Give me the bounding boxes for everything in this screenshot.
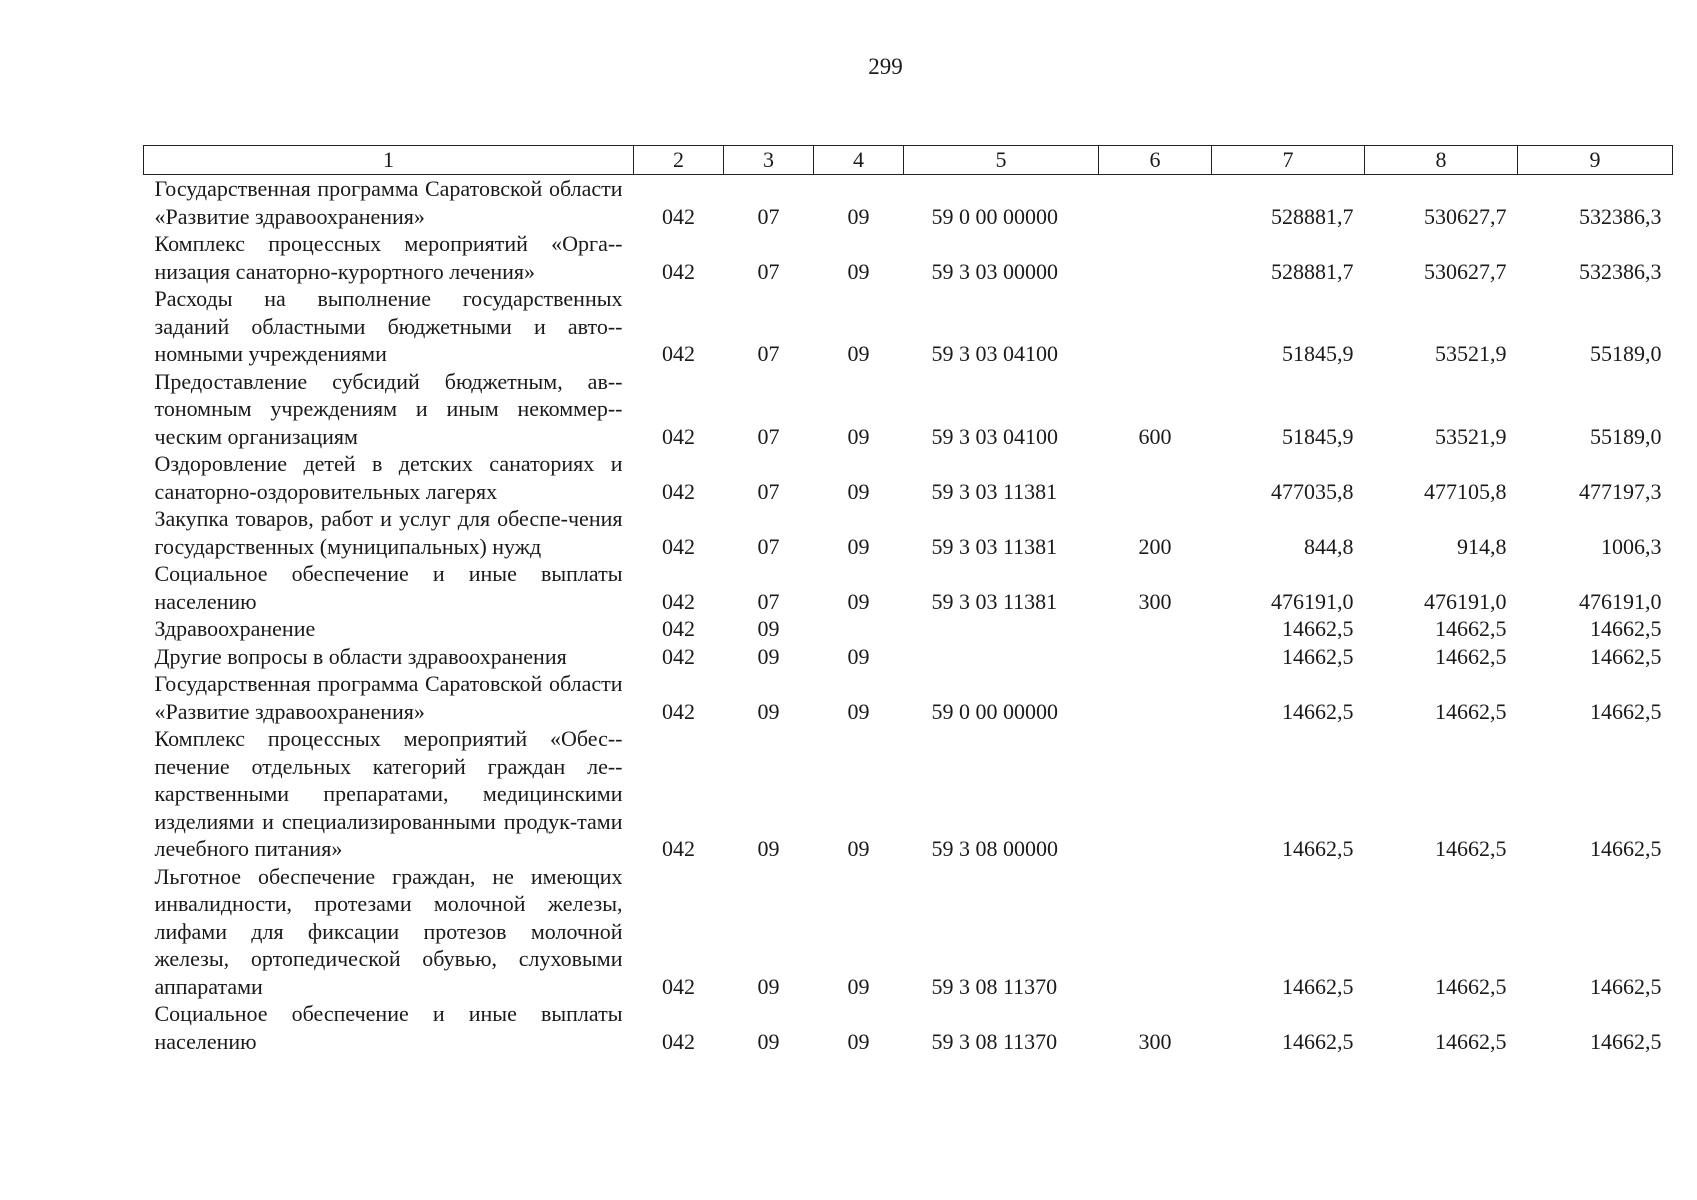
column-header-9: 9 <box>1518 146 1673 175</box>
col-3-value: 09 <box>757 1028 780 1054</box>
col-5-value: 59 3 03 11381 <box>931 533 1058 559</box>
column-header-5: 5 <box>904 146 1099 175</box>
table-row <box>144 560 1673 615</box>
col-2-value: 042 <box>662 423 695 449</box>
table-row <box>144 175 1673 231</box>
col-3-value: 07 <box>757 341 780 366</box>
table-row <box>144 368 1673 451</box>
col-6-value <box>1099 643 1212 671</box>
col-8-value: 14662,5 <box>1435 698 1507 724</box>
col-3-value: 07 <box>757 423 780 449</box>
col-9-value: 14662,5 <box>1590 973 1662 999</box>
col-8-value: 530627,7 <box>1424 203 1507 229</box>
col-8-value: 14662,5 <box>1435 643 1507 669</box>
col-4-value: 09 <box>847 478 870 504</box>
col-6-value <box>1099 615 1212 643</box>
col-3-value: 07 <box>757 258 780 284</box>
col-5-value <box>904 615 1099 643</box>
row-name: Расходы на выполнение государственных заданий областными бюджетными и авто-номными учреждениями <box>154 286 623 366</box>
col-9-value: 14662,5 <box>1590 698 1662 724</box>
col-5-value: 59 0 00 00000 <box>931 203 1058 229</box>
col-6-value: 600 <box>1138 423 1172 449</box>
table-body <box>144 175 1673 1056</box>
row-name: Государственная программа Саратовской области «Развитие здравоохранения» <box>154 671 623 724</box>
col-7-value: 51845,9 <box>1282 341 1354 366</box>
col-5-value: 59 3 03 11381 <box>931 588 1058 614</box>
col-9-value: 14662,5 <box>1590 643 1662 669</box>
row-name: Другие вопросы в области здравоохранения <box>154 643 567 669</box>
col-6-value: 300 <box>1138 588 1172 614</box>
col-7-value: 14662,5 <box>1282 698 1354 724</box>
col-4-value: 09 <box>847 836 870 861</box>
col-3-value: 07 <box>757 478 780 504</box>
col-8-value: 53521,9 <box>1435 423 1507 449</box>
col-2-value: 042 <box>662 973 695 999</box>
col-9-value: 14662,5 <box>1590 616 1662 641</box>
col-8-value: 14662,5 <box>1435 616 1507 641</box>
col-2-value: 042 <box>662 698 695 724</box>
col-2-value: 042 <box>662 836 695 861</box>
col-9-value: 55189,0 <box>1590 341 1662 366</box>
table-row <box>144 643 1673 671</box>
col-3-value: 07 <box>757 588 780 614</box>
col-4-value: 09 <box>847 423 870 449</box>
row-name: Льготное обеспечение граждан, не имеющих инвалидности, протезами молочной железы, лифами для фиксации протезов молочной железы, ортопедической обувью, слуховыми аппаратами <box>154 863 623 999</box>
row-name: Закупка товаров, работ и услуг для обеспе-чения государственных (муниципальных) нужд <box>154 506 623 559</box>
col-3-value: 09 <box>757 836 780 861</box>
column-header-6: 6 <box>1099 146 1212 175</box>
col-6-value: 200 <box>1138 533 1172 559</box>
col-3-value: 07 <box>757 203 780 229</box>
col-9-value: 532386,3 <box>1579 203 1662 229</box>
col-8-value: 914,8 <box>1457 533 1507 559</box>
col-2-value: 042 <box>662 588 695 614</box>
col-4-value: 09 <box>847 643 870 669</box>
col-2-value: 042 <box>662 203 695 229</box>
row-name: Предоставление субсидий бюджетным, ав-тономным учреждениям и иным некоммер-ческим организациям <box>154 368 623 449</box>
row-name: Оздоровление детей в детских санаториях и санаторно-оздоровительных лагерях <box>154 451 623 504</box>
col-5-value: 59 3 03 00000 <box>931 258 1058 284</box>
col-5-value: 59 3 08 00000 <box>931 836 1058 861</box>
col-3-value: 07 <box>757 533 780 559</box>
col-3-value: 09 <box>757 698 780 724</box>
col-4-value: 09 <box>847 588 870 614</box>
col-4-value: 09 <box>847 533 870 559</box>
col-5-value: 59 0 00 00000 <box>931 698 1058 724</box>
col-4-value: 09 <box>847 341 870 366</box>
table-row <box>144 1000 1673 1055</box>
col-9-value: 532386,3 <box>1579 258 1662 284</box>
col-8-value: 477105,8 <box>1424 478 1507 504</box>
col-7-value: 51845,9 <box>1282 423 1354 449</box>
row-name: Комплекс процессных мероприятий «Орга-низация санаторно-курортного лечения» <box>154 231 623 284</box>
col-3-value: 09 <box>757 973 780 999</box>
col-5-value: 59 3 08 11370 <box>931 973 1058 999</box>
row-name: Здравоохранение <box>154 616 316 641</box>
col-5-value: 59 3 03 04100 <box>931 341 1058 366</box>
table-row <box>144 725 1673 863</box>
table-row <box>144 505 1673 560</box>
col-7-value: 14662,5 <box>1282 973 1354 999</box>
col-6-value <box>1099 175 1212 231</box>
col-8-value: 476191,0 <box>1424 588 1507 614</box>
col-9-value: 55189,0 <box>1590 423 1662 449</box>
column-header-2: 2 <box>634 146 724 175</box>
col-3-value: 09 <box>757 616 780 641</box>
column-header-8: 8 <box>1365 146 1518 175</box>
col-5-value <box>904 643 1099 671</box>
column-header-1: 1 <box>144 146 634 175</box>
page-number: 299 <box>868 54 903 79</box>
col-4-value: 09 <box>847 698 870 724</box>
table-row <box>144 230 1673 285</box>
col-6-value: 300 <box>1138 1028 1172 1054</box>
col-4-value: 09 <box>847 203 870 229</box>
col-8-value: 530627,7 <box>1424 258 1507 284</box>
col-7-value: 528881,7 <box>1271 203 1354 229</box>
col-8-value: 14662,5 <box>1435 836 1507 861</box>
col-2-value: 042 <box>662 1028 695 1054</box>
header-row <box>144 146 1673 175</box>
table-row <box>144 615 1673 643</box>
col-7-value: 14662,5 <box>1282 616 1354 641</box>
column-header-7: 7 <box>1212 146 1365 175</box>
column-header-3: 3 <box>724 146 814 175</box>
col-9-value: 476191,0 <box>1579 588 1662 614</box>
table-row <box>144 285 1673 368</box>
col-5-value: 59 3 08 11370 <box>931 1028 1058 1054</box>
col-6-value <box>1099 725 1212 863</box>
row-name: Социальное обеспечение и иные выплаты населению <box>154 561 623 614</box>
col-3-value: 09 <box>757 643 780 669</box>
row-name: Государственная программа Саратовской области «Развитие здравоохранения» <box>154 176 623 229</box>
table-row <box>144 450 1673 505</box>
col-4-value: 09 <box>847 973 870 999</box>
col-8-value: 53521,9 <box>1435 341 1507 366</box>
col-2-value: 042 <box>662 341 695 366</box>
col-7-value: 477035,8 <box>1271 478 1354 504</box>
col-7-value: 14662,5 <box>1282 836 1354 861</box>
col-6-value <box>1099 230 1212 285</box>
col-2-value: 042 <box>662 258 695 284</box>
col-5-value: 59 3 03 11381 <box>931 478 1058 504</box>
col-7-value: 476191,0 <box>1271 588 1354 614</box>
col-6-value <box>1099 285 1212 368</box>
col-9-value: 14662,5 <box>1590 1028 1662 1054</box>
col-8-value: 14662,5 <box>1435 1028 1507 1054</box>
col-2-value: 042 <box>662 643 695 669</box>
col-9-value: 1006,3 <box>1601 533 1662 559</box>
col-4-value: 09 <box>847 1028 870 1054</box>
col-2-value: 042 <box>662 616 695 641</box>
table-header <box>144 146 1673 175</box>
col-7-value: 844,8 <box>1304 533 1354 559</box>
col-2-value: 042 <box>662 533 695 559</box>
row-name: Комплекс процессных мероприятий «Обес-печение отдельных категорий граждан ле-карственными препаратами, медицинскими изделиями и специализированными продук-тами лечебного питания» <box>154 726 623 861</box>
col-8-value: 14662,5 <box>1435 973 1507 999</box>
row-name: Социальное обеспечение и иные выплаты населению <box>154 1001 623 1054</box>
table-row <box>144 863 1673 1001</box>
col-5-value: 59 3 03 04100 <box>931 423 1058 449</box>
col-6-value <box>1099 670 1212 725</box>
col-9-value: 477197,3 <box>1579 478 1662 504</box>
column-header-4: 4 <box>814 146 904 175</box>
col-7-value: 14662,5 <box>1282 1028 1354 1054</box>
col-9-value: 14662,5 <box>1590 836 1662 861</box>
col-4-value <box>814 615 904 643</box>
col-7-value: 528881,7 <box>1271 258 1354 284</box>
col-7-value: 14662,5 <box>1282 643 1354 669</box>
col-2-value: 042 <box>662 478 695 504</box>
col-6-value <box>1099 863 1212 1001</box>
col-6-value <box>1099 450 1212 505</box>
col-4-value: 09 <box>847 258 870 284</box>
table-row <box>144 670 1673 725</box>
budget-table <box>143 145 1673 1055</box>
